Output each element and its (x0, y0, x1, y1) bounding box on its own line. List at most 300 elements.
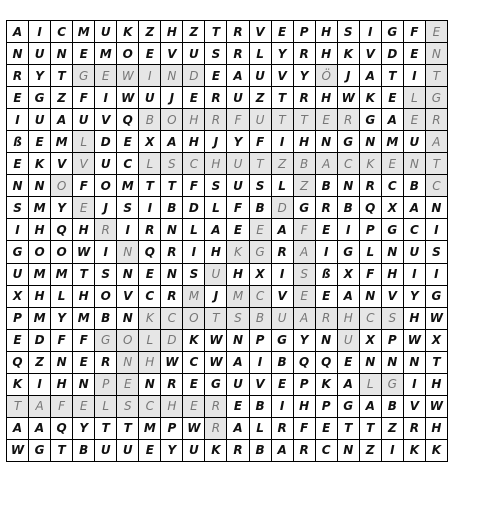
grid-cell[interactable]: V (381, 285, 403, 307)
grid-cell[interactable]: P (315, 395, 337, 417)
grid-cell[interactable]: H (205, 153, 227, 175)
grid-cell[interactable]: T (205, 307, 227, 329)
grid-cell[interactable]: H (425, 373, 447, 395)
grid-cell[interactable]: N (29, 175, 51, 197)
grid-cell[interactable]: A (161, 131, 183, 153)
grid-cell[interactable]: E (315, 219, 337, 241)
grid-cell[interactable]: Z (139, 21, 161, 43)
grid-cell[interactable]: T (51, 439, 73, 461)
grid-cell[interactable]: H (73, 285, 95, 307)
grid-cell[interactable]: Q (51, 417, 73, 439)
grid-cell[interactable]: O (117, 43, 139, 65)
grid-cell[interactable]: I (29, 21, 51, 43)
grid-cell[interactable]: R (139, 219, 161, 241)
grid-cell[interactable]: H (139, 351, 161, 373)
grid-cell[interactable]: G (337, 131, 359, 153)
grid-cell[interactable]: F (227, 197, 249, 219)
grid-cell[interactable]: I (95, 241, 117, 263)
grid-cell[interactable]: M (117, 175, 139, 197)
grid-cell[interactable]: W (7, 439, 29, 461)
grid-cell[interactable]: E (73, 43, 95, 65)
grid-cell[interactable]: R (227, 439, 249, 461)
grid-cell[interactable]: C (183, 153, 205, 175)
grid-cell[interactable]: Y (73, 417, 95, 439)
grid-cell[interactable]: A (315, 153, 337, 175)
grid-cell[interactable]: V (73, 153, 95, 175)
grid-cell[interactable]: Y (271, 43, 293, 65)
grid-cell[interactable]: J (205, 285, 227, 307)
grid-cell[interactable]: V (249, 373, 271, 395)
grid-cell[interactable]: D (29, 329, 51, 351)
grid-cell[interactable]: L (73, 131, 95, 153)
grid-cell[interactable]: I (337, 219, 359, 241)
grid-cell[interactable]: A (7, 21, 29, 43)
grid-cell[interactable]: C (381, 175, 403, 197)
grid-cell[interactable]: R (293, 87, 315, 109)
grid-cell[interactable]: Q (51, 219, 73, 241)
grid-cell[interactable]: D (381, 43, 403, 65)
grid-cell[interactable]: A (29, 417, 51, 439)
grid-cell[interactable]: H (227, 263, 249, 285)
grid-cell[interactable]: U (183, 43, 205, 65)
grid-cell[interactable]: I (249, 351, 271, 373)
grid-cell[interactable]: K (425, 439, 447, 461)
grid-cell[interactable]: A (425, 131, 447, 153)
grid-cell[interactable]: U (29, 109, 51, 131)
grid-cell[interactable]: A (227, 65, 249, 87)
grid-cell[interactable]: E (183, 373, 205, 395)
grid-cell[interactable]: K (227, 241, 249, 263)
grid-cell[interactable]: D (183, 197, 205, 219)
grid-cell[interactable]: U (95, 21, 117, 43)
grid-cell[interactable]: G (7, 241, 29, 263)
grid-cell[interactable]: D (95, 131, 117, 153)
grid-cell[interactable]: E (315, 417, 337, 439)
grid-cell[interactable]: E (381, 153, 403, 175)
grid-cell[interactable]: ß (7, 131, 29, 153)
grid-cell[interactable]: C (337, 153, 359, 175)
grid-cell[interactable]: S (205, 43, 227, 65)
grid-cell[interactable]: Z (51, 87, 73, 109)
grid-cell[interactable]: E (315, 109, 337, 131)
grid-cell[interactable]: L (139, 329, 161, 351)
grid-cell[interactable]: Ö (315, 65, 337, 87)
grid-cell[interactable]: E (73, 395, 95, 417)
grid-cell[interactable]: ß (315, 263, 337, 285)
grid-cell[interactable]: R (337, 109, 359, 131)
grid-cell[interactable]: O (51, 241, 73, 263)
grid-cell[interactable]: B (381, 395, 403, 417)
grid-cell[interactable]: C (425, 175, 447, 197)
grid-cell[interactable]: U (7, 263, 29, 285)
grid-cell[interactable]: Z (359, 439, 381, 461)
grid-cell[interactable]: T (161, 175, 183, 197)
grid-cell[interactable]: B (139, 109, 161, 131)
grid-cell[interactable]: W (425, 395, 447, 417)
grid-cell[interactable]: K (403, 439, 425, 461)
grid-cell[interactable]: Z (249, 87, 271, 109)
grid-cell[interactable]: Q (359, 197, 381, 219)
grid-cell[interactable]: H (161, 395, 183, 417)
grid-cell[interactable]: T (337, 417, 359, 439)
grid-cell[interactable]: W (403, 329, 425, 351)
grid-cell[interactable]: X (425, 329, 447, 351)
grid-cell[interactable]: A (205, 219, 227, 241)
grid-cell[interactable]: S (249, 175, 271, 197)
grid-cell[interactable]: U (117, 439, 139, 461)
grid-cell[interactable]: I (117, 219, 139, 241)
grid-cell[interactable]: E (95, 65, 117, 87)
grid-cell[interactable]: Q (293, 351, 315, 373)
grid-cell[interactable]: P (161, 417, 183, 439)
grid-cell[interactable]: X (249, 263, 271, 285)
grid-cell[interactable]: L (271, 175, 293, 197)
grid-cell[interactable]: Z (271, 153, 293, 175)
grid-cell[interactable]: T (117, 417, 139, 439)
grid-cell[interactable]: U (183, 439, 205, 461)
grid-cell[interactable]: S (381, 307, 403, 329)
grid-cell[interactable]: B (403, 175, 425, 197)
grid-cell[interactable]: K (337, 43, 359, 65)
grid-cell[interactable]: T (7, 395, 29, 417)
grid-cell[interactable]: R (95, 351, 117, 373)
grid-cell[interactable]: B (73, 439, 95, 461)
grid-cell[interactable]: O (161, 109, 183, 131)
grid-cell[interactable]: N (161, 65, 183, 87)
grid-cell[interactable]: F (227, 109, 249, 131)
grid-cell[interactable]: I (271, 395, 293, 417)
grid-cell[interactable]: H (205, 241, 227, 263)
grid-cell[interactable]: Z (29, 351, 51, 373)
grid-cell[interactable]: Y (51, 307, 73, 329)
grid-cell[interactable]: L (139, 153, 161, 175)
grid-cell[interactable]: T (425, 153, 447, 175)
grid-cell[interactable]: P (381, 329, 403, 351)
grid-cell[interactable]: O (95, 175, 117, 197)
grid-cell[interactable]: E (337, 351, 359, 373)
grid-cell[interactable]: H (315, 87, 337, 109)
grid-cell[interactable]: X (359, 329, 381, 351)
grid-cell[interactable]: C (249, 285, 271, 307)
grid-cell[interactable]: E (271, 21, 293, 43)
grid-cell[interactable]: I (7, 219, 29, 241)
grid-cell[interactable]: Y (403, 285, 425, 307)
grid-cell[interactable]: W (183, 417, 205, 439)
grid-cell[interactable]: N (337, 439, 359, 461)
grid-cell[interactable]: U (249, 109, 271, 131)
grid-cell[interactable]: C (359, 307, 381, 329)
grid-cell[interactable]: N (117, 241, 139, 263)
grid-cell[interactable]: N (315, 131, 337, 153)
grid-cell[interactable]: H (293, 131, 315, 153)
grid-cell[interactable]: M (139, 417, 161, 439)
grid-cell[interactable]: V (51, 153, 73, 175)
grid-cell[interactable]: I (403, 65, 425, 87)
grid-cell[interactable]: P (359, 219, 381, 241)
grid-cell[interactable]: J (337, 65, 359, 87)
grid-cell[interactable]: A (337, 373, 359, 395)
grid-cell[interactable]: M (95, 43, 117, 65)
grid-cell[interactable]: L (249, 43, 271, 65)
grid-cell[interactable]: S (161, 153, 183, 175)
grid-cell[interactable]: C (51, 21, 73, 43)
grid-cell[interactable]: I (139, 65, 161, 87)
grid-cell[interactable]: K (117, 21, 139, 43)
grid-cell[interactable]: R (161, 285, 183, 307)
grid-cell[interactable]: T (359, 417, 381, 439)
grid-cell[interactable]: K (359, 153, 381, 175)
grid-cell[interactable]: J (95, 197, 117, 219)
grid-cell[interactable]: E (403, 43, 425, 65)
grid-cell[interactable]: H (183, 131, 205, 153)
grid-cell[interactable]: E (73, 197, 95, 219)
grid-cell[interactable]: F (73, 87, 95, 109)
grid-cell[interactable]: G (95, 329, 117, 351)
grid-cell[interactable]: G (205, 373, 227, 395)
grid-cell[interactable]: G (425, 285, 447, 307)
grid-cell[interactable]: B (249, 197, 271, 219)
grid-cell[interactable]: M (381, 131, 403, 153)
grid-cell[interactable]: R (403, 417, 425, 439)
grid-cell[interactable]: T (205, 21, 227, 43)
grid-cell[interactable]: U (205, 263, 227, 285)
grid-cell[interactable]: R (227, 43, 249, 65)
grid-cell[interactable]: V (249, 21, 271, 43)
grid-cell[interactable]: H (29, 219, 51, 241)
grid-cell[interactable]: A (359, 65, 381, 87)
grid-cell[interactable]: O (117, 329, 139, 351)
grid-cell[interactable]: N (403, 351, 425, 373)
grid-cell[interactable]: E (183, 87, 205, 109)
grid-cell[interactable]: X (7, 285, 29, 307)
grid-cell[interactable]: U (227, 153, 249, 175)
grid-cell[interactable]: Y (51, 197, 73, 219)
grid-cell[interactable]: S (337, 21, 359, 43)
grid-cell[interactable]: R (205, 109, 227, 131)
grid-cell[interactable]: E (315, 285, 337, 307)
grid-cell[interactable]: R (95, 219, 117, 241)
grid-cell[interactable]: G (29, 87, 51, 109)
grid-cell[interactable]: W (205, 329, 227, 351)
grid-cell[interactable]: E (271, 373, 293, 395)
grid-cell[interactable]: S (293, 263, 315, 285)
grid-cell[interactable]: F (249, 131, 271, 153)
grid-cell[interactable]: N (359, 351, 381, 373)
grid-cell[interactable]: T (95, 417, 117, 439)
grid-cell[interactable]: S (95, 263, 117, 285)
grid-cell[interactable]: V (161, 43, 183, 65)
grid-cell[interactable]: E (403, 109, 425, 131)
grid-cell[interactable]: E (183, 395, 205, 417)
grid-cell[interactable]: U (249, 65, 271, 87)
grid-cell[interactable]: Z (293, 175, 315, 197)
grid-cell[interactable]: N (117, 351, 139, 373)
grid-cell[interactable]: E (139, 439, 161, 461)
grid-cell[interactable]: E (293, 285, 315, 307)
grid-cell[interactable]: B (337, 197, 359, 219)
grid-cell[interactable]: T (381, 65, 403, 87)
grid-cell[interactable]: R (161, 241, 183, 263)
grid-cell[interactable]: K (359, 87, 381, 109)
grid-cell[interactable]: X (139, 131, 161, 153)
grid-cell[interactable]: I (403, 263, 425, 285)
grid-cell[interactable]: V (403, 395, 425, 417)
grid-cell[interactable]: E (117, 131, 139, 153)
grid-cell[interactable]: U (337, 329, 359, 351)
grid-cell[interactable]: U (95, 153, 117, 175)
grid-cell[interactable]: U (403, 131, 425, 153)
grid-cell[interactable]: V (95, 109, 117, 131)
grid-cell[interactable]: F (403, 21, 425, 43)
grid-cell[interactable]: A (293, 307, 315, 329)
grid-cell[interactable]: W (161, 351, 183, 373)
grid-cell[interactable]: F (51, 395, 73, 417)
grid-cell[interactable]: I (425, 263, 447, 285)
grid-cell[interactable]: K (7, 373, 29, 395)
grid-cell[interactable]: R (315, 197, 337, 219)
grid-cell[interactable]: G (381, 219, 403, 241)
grid-cell[interactable]: A (7, 417, 29, 439)
grid-cell[interactable]: F (73, 329, 95, 351)
grid-cell[interactable]: Q (139, 241, 161, 263)
grid-cell[interactable]: R (271, 417, 293, 439)
grid-cell[interactable]: A (271, 439, 293, 461)
grid-cell[interactable]: N (337, 175, 359, 197)
grid-cell[interactable]: B (161, 197, 183, 219)
grid-cell[interactable]: Q (7, 351, 29, 373)
grid-cell[interactable]: M (51, 131, 73, 153)
grid-cell[interactable]: X (381, 197, 403, 219)
grid-cell[interactable]: V (271, 65, 293, 87)
grid-cell[interactable]: N (51, 43, 73, 65)
grid-cell[interactable]: S (117, 197, 139, 219)
grid-cell[interactable]: G (337, 241, 359, 263)
grid-cell[interactable]: M (227, 285, 249, 307)
grid-cell[interactable]: G (271, 329, 293, 351)
grid-cell[interactable]: N (161, 219, 183, 241)
grid-cell[interactable]: S (227, 307, 249, 329)
grid-cell[interactable]: B (315, 175, 337, 197)
grid-cell[interactable]: R (315, 307, 337, 329)
grid-cell[interactable]: I (7, 109, 29, 131)
grid-cell[interactable]: H (425, 417, 447, 439)
grid-cell[interactable]: C (139, 285, 161, 307)
grid-cell[interactable]: T (271, 87, 293, 109)
grid-cell[interactable]: R (7, 65, 29, 87)
grid-cell[interactable]: N (425, 43, 447, 65)
grid-cell[interactable]: Y (29, 65, 51, 87)
grid-cell[interactable]: B (249, 395, 271, 417)
grid-cell[interactable]: L (359, 373, 381, 395)
grid-cell[interactable]: R (293, 439, 315, 461)
grid-cell[interactable]: L (51, 285, 73, 307)
grid-cell[interactable]: R (205, 395, 227, 417)
grid-cell[interactable]: N (139, 373, 161, 395)
grid-cell[interactable]: N (227, 329, 249, 351)
grid-cell[interactable]: K (183, 329, 205, 351)
grid-cell[interactable]: M (29, 197, 51, 219)
grid-cell[interactable]: E (227, 219, 249, 241)
grid-cell[interactable]: U (73, 109, 95, 131)
grid-cell[interactable]: P (7, 307, 29, 329)
grid-cell[interactable]: U (139, 87, 161, 109)
grid-cell[interactable]: I (381, 439, 403, 461)
grid-cell[interactable]: L (249, 417, 271, 439)
grid-cell[interactable]: K (315, 373, 337, 395)
grid-cell[interactable]: D (271, 197, 293, 219)
grid-cell[interactable]: S (7, 197, 29, 219)
grid-cell[interactable]: P (293, 21, 315, 43)
grid-cell[interactable]: I (95, 87, 117, 109)
grid-cell[interactable]: U (95, 439, 117, 461)
grid-cell[interactable]: E (7, 329, 29, 351)
grid-cell[interactable]: B (293, 153, 315, 175)
grid-cell[interactable]: U (227, 175, 249, 197)
grid-cell[interactable]: N (51, 351, 73, 373)
grid-cell[interactable]: W (205, 351, 227, 373)
grid-cell[interactable]: E (7, 87, 29, 109)
grid-cell[interactable]: I (271, 131, 293, 153)
grid-cell[interactable]: E (227, 395, 249, 417)
grid-cell[interactable]: B (271, 351, 293, 373)
grid-cell[interactable]: T (271, 109, 293, 131)
grid-cell[interactable]: Y (227, 131, 249, 153)
grid-cell[interactable]: A (271, 219, 293, 241)
grid-cell[interactable]: N (381, 241, 403, 263)
grid-cell[interactable]: T (73, 263, 95, 285)
grid-cell[interactable]: A (29, 395, 51, 417)
grid-cell[interactable]: V (359, 43, 381, 65)
grid-cell[interactable]: F (183, 175, 205, 197)
grid-cell[interactable]: G (381, 373, 403, 395)
grid-cell[interactable]: D (161, 329, 183, 351)
grid-cell[interactable]: N (315, 329, 337, 351)
grid-cell[interactable]: E (249, 219, 271, 241)
grid-cell[interactable]: G (337, 395, 359, 417)
grid-cell[interactable]: U (403, 241, 425, 263)
grid-cell[interactable]: N (381, 351, 403, 373)
grid-cell[interactable]: I (29, 373, 51, 395)
grid-cell[interactable]: M (51, 263, 73, 285)
grid-cell[interactable]: E (73, 351, 95, 373)
grid-cell[interactable]: D (183, 65, 205, 87)
grid-cell[interactable]: E (381, 87, 403, 109)
grid-cell[interactable]: O (95, 285, 117, 307)
grid-cell[interactable]: W (337, 87, 359, 109)
grid-cell[interactable]: C (315, 439, 337, 461)
grid-cell[interactable]: C (183, 351, 205, 373)
grid-cell[interactable]: H (29, 285, 51, 307)
grid-cell[interactable]: H (293, 395, 315, 417)
grid-cell[interactable]: L (95, 395, 117, 417)
grid-cell[interactable]: T (249, 153, 271, 175)
grid-cell[interactable]: N (403, 153, 425, 175)
grid-cell[interactable]: L (205, 197, 227, 219)
grid-cell[interactable]: O (29, 241, 51, 263)
grid-cell[interactable]: L (359, 241, 381, 263)
grid-cell[interactable]: Y (161, 439, 183, 461)
grid-cell[interactable]: H (381, 263, 403, 285)
grid-cell[interactable]: N (161, 263, 183, 285)
grid-cell[interactable]: J (205, 131, 227, 153)
grid-cell[interactable]: F (359, 263, 381, 285)
grid-cell[interactable]: W (117, 65, 139, 87)
grid-cell[interactable]: Q (117, 109, 139, 131)
grid-cell[interactable]: R (161, 373, 183, 395)
grid-cell[interactable]: P (95, 373, 117, 395)
grid-cell[interactable]: I (359, 21, 381, 43)
grid-cell[interactable]: Q (315, 351, 337, 373)
